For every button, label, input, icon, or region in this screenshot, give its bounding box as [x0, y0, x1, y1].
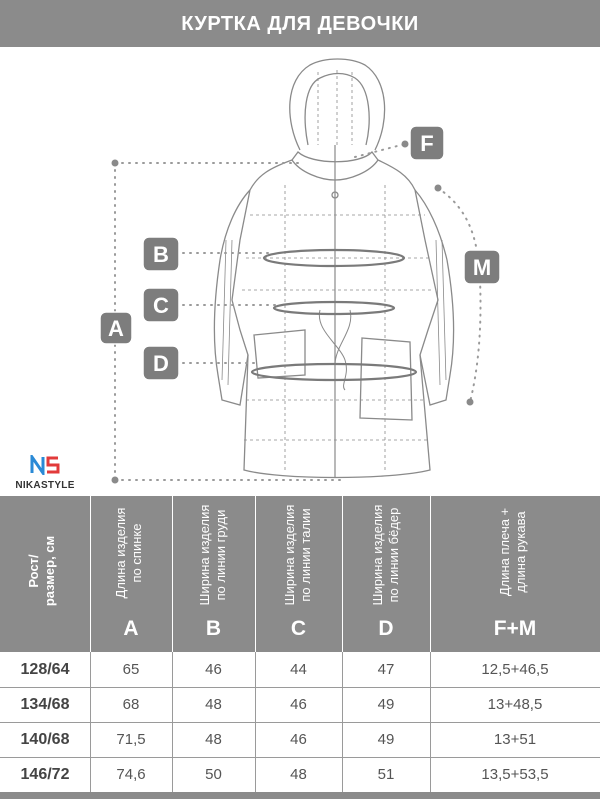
waist-measure-line — [274, 302, 394, 314]
label-badge-b — [143, 237, 179, 271]
col-letter-d: D — [378, 617, 394, 640]
label-badge-c — [143, 288, 179, 322]
col-header-a: Длина изделия по спинке — [113, 507, 144, 599]
col-header-fm: Длина плеча + длина рукава — [497, 507, 528, 597]
jacket-illustration — [0, 47, 600, 497]
cell-d: 49 — [377, 731, 395, 748]
col-header-size: Рост/ размер, см — [26, 535, 57, 607]
cell-size: 134/68 — [20, 696, 70, 713]
cell-fm: 13,5+53,5 — [481, 766, 549, 783]
col-letter-fm: F+M — [493, 617, 537, 640]
cell-b: 48 — [205, 696, 222, 713]
footer-bar — [0, 792, 600, 799]
cell-c: 48 — [290, 766, 307, 783]
label-badge-a — [100, 312, 132, 344]
cell-d: 47 — [377, 661, 395, 678]
page-title: КУРТКА ДЛЯ ДЕВОЧКИ — [0, 0, 600, 47]
cell-fm: 12,5+46,5 — [481, 661, 549, 678]
cell-a: 71,5 — [116, 731, 146, 748]
label-badge-f — [410, 126, 444, 160]
size-table-header — [0, 496, 600, 652]
label-badge-m — [464, 250, 500, 284]
cell-d: 51 — [377, 766, 395, 783]
label-c-text: C — [153, 293, 169, 318]
brand-logo-text: NS — [44, 469, 46, 470]
label-b-text: B — [153, 242, 169, 267]
cell-b: 46 — [205, 661, 222, 678]
col-letter-c: C — [290, 617, 307, 640]
cell-size: 128/64 — [20, 661, 70, 678]
brand-name: NIKASTYLE — [15, 480, 75, 491]
brand-logo — [30, 455, 60, 475]
cell-b: 48 — [205, 731, 222, 748]
col-header-b: Ширина изделия по линии груди — [197, 504, 228, 606]
cell-a: 68 — [122, 696, 140, 713]
cell-size: 140/68 — [20, 731, 70, 748]
col-letter-a: A — [123, 617, 139, 640]
col-header-c: Ширина изделия по линии талии — [282, 504, 313, 606]
label-d-text: D — [153, 351, 169, 376]
cell-fm: 13+51 — [493, 731, 537, 748]
cell-b: 50 — [205, 766, 222, 783]
left-pocket — [254, 330, 305, 378]
cell-d: 49 — [377, 696, 395, 713]
cell-fm: 13+48,5 — [487, 696, 543, 713]
cell-a: 74,6 — [116, 766, 146, 783]
cell-a: 65 — [122, 661, 140, 678]
cell-c: 46 — [290, 696, 307, 713]
brand-block — [5, 455, 85, 491]
cell-c: 44 — [290, 661, 307, 678]
label-f-text: F — [420, 131, 434, 156]
label-m-text: M — [472, 255, 492, 280]
right-sleeve — [415, 190, 454, 405]
label-a-text: A — [108, 316, 124, 341]
col-letter-b: B — [205, 617, 222, 640]
cell-size: 146/72 — [20, 766, 70, 783]
label-badge-d — [143, 346, 179, 380]
hip-measure-line — [252, 364, 416, 380]
col-header-d: Ширина изделия по линии бёдер — [370, 504, 401, 606]
cell-c: 46 — [290, 731, 307, 748]
